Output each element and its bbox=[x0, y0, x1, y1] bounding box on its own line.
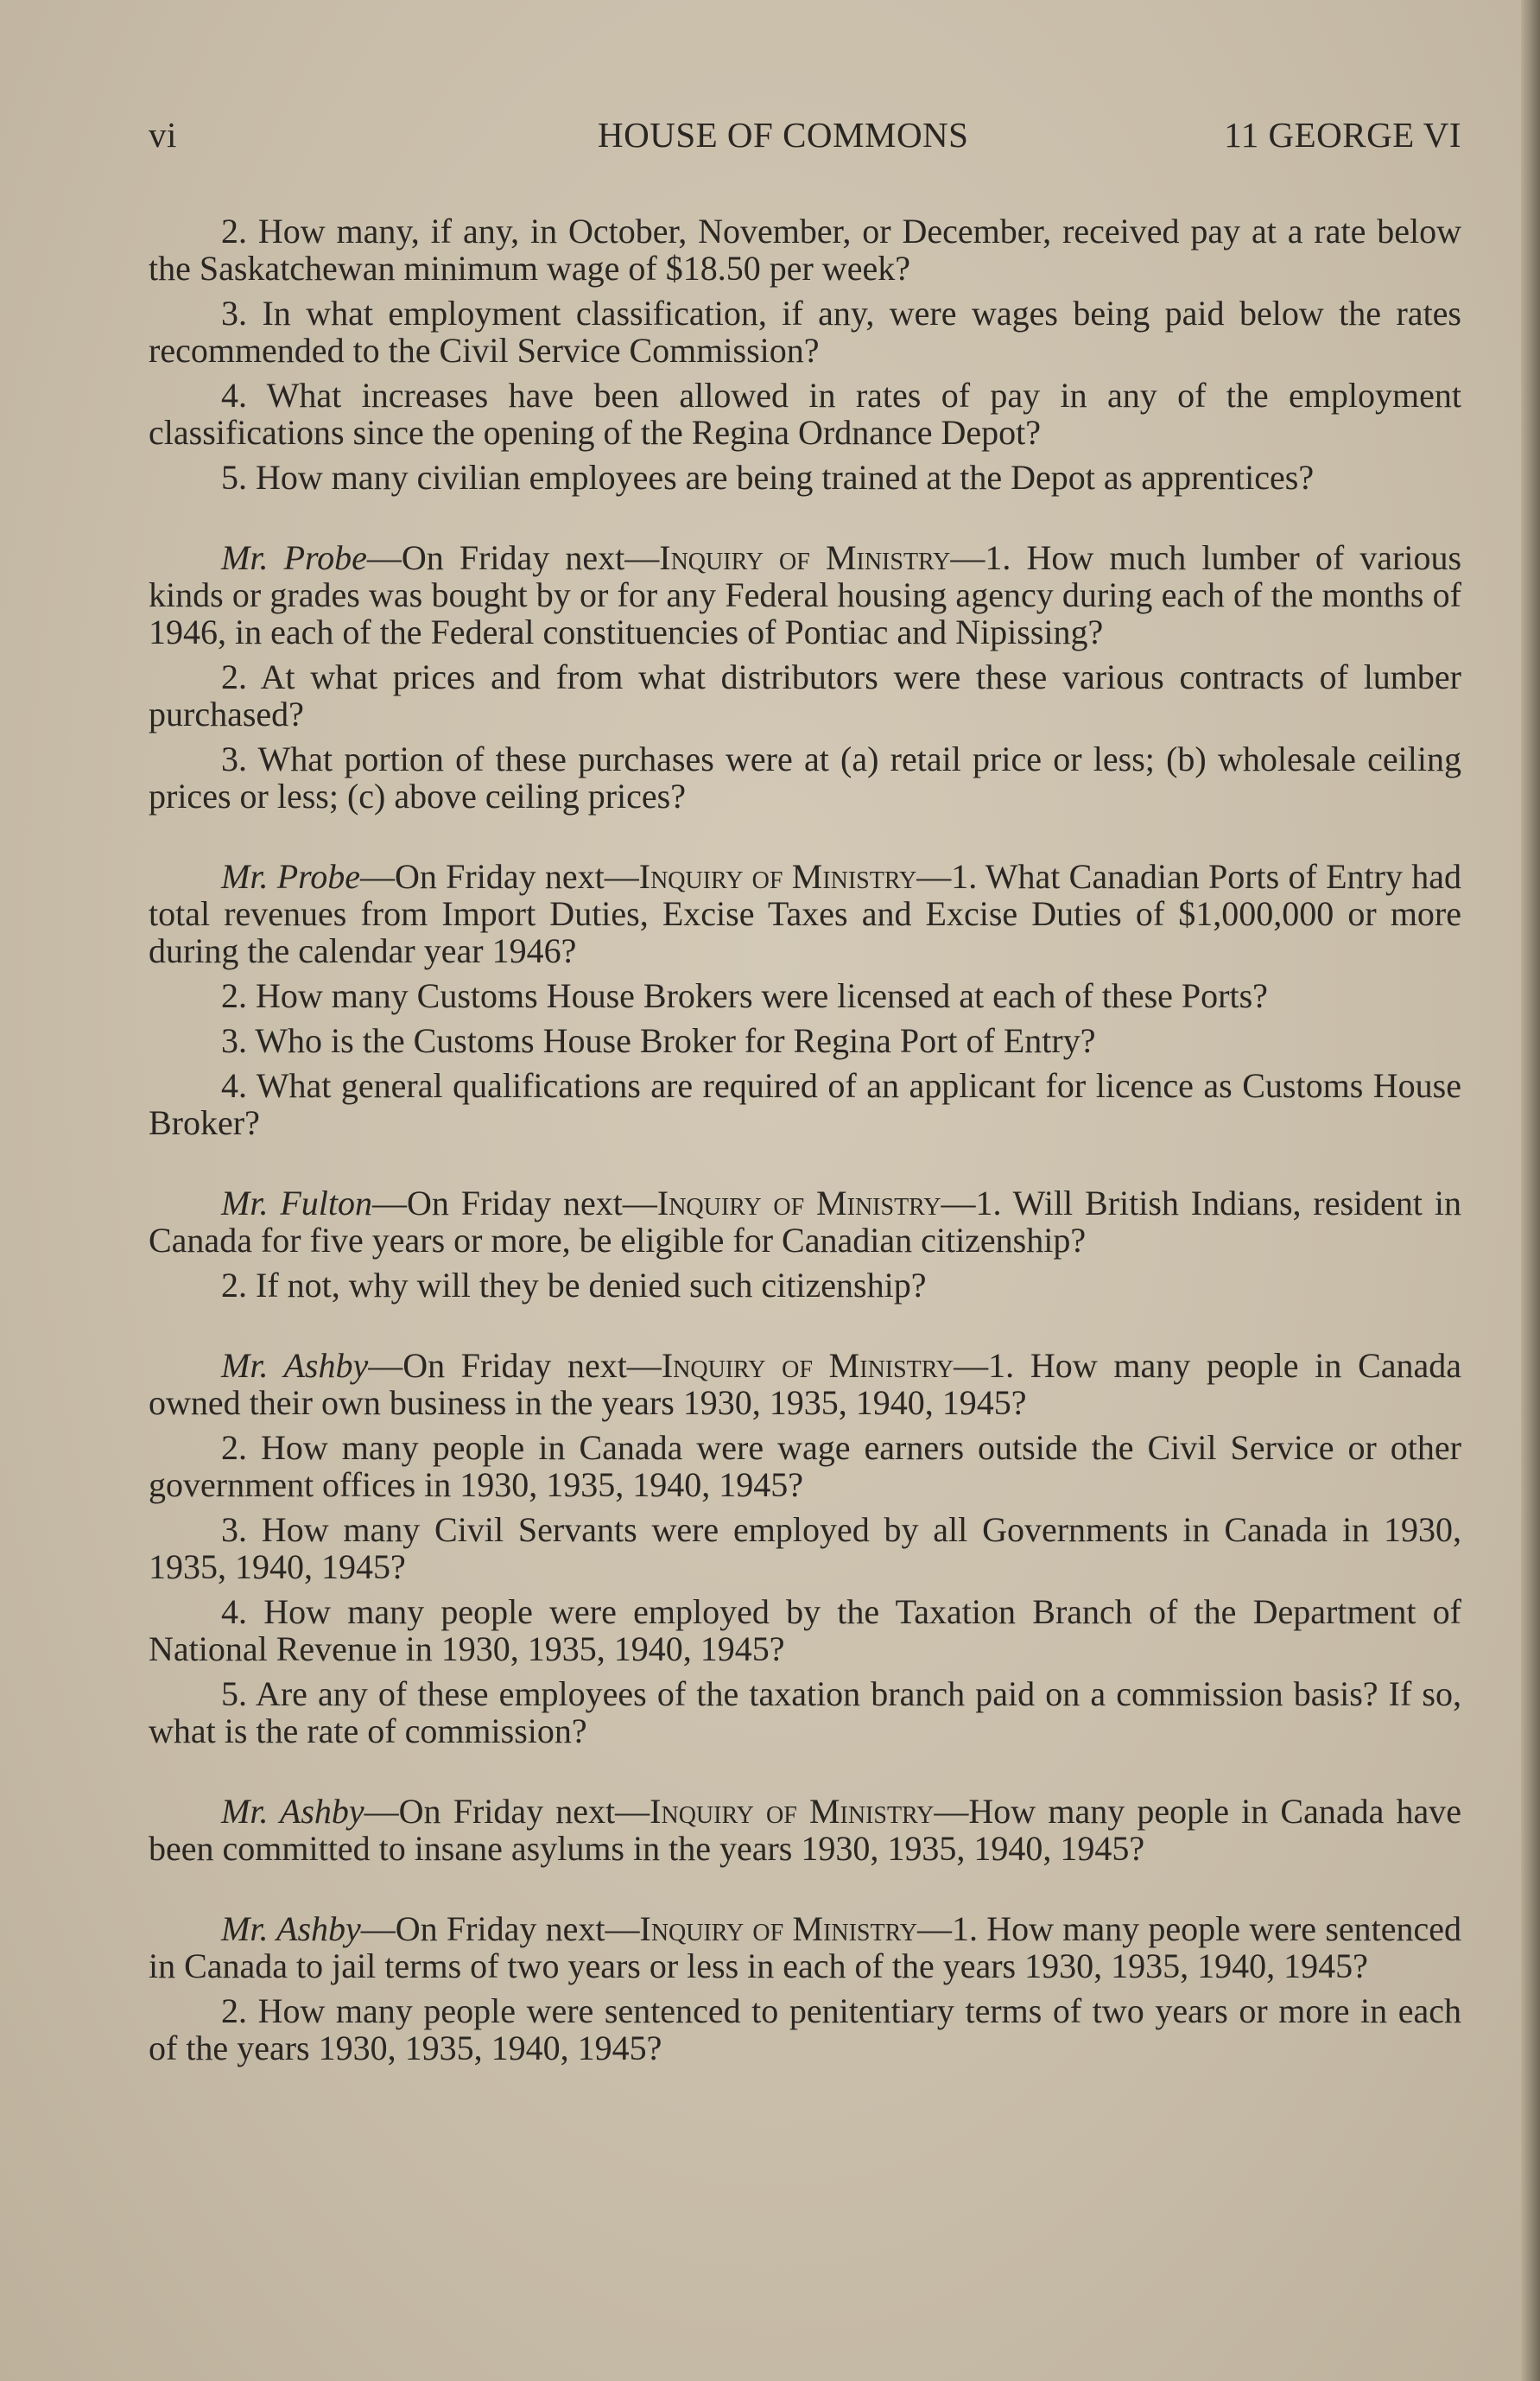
question-timing: —On Friday next— bbox=[360, 857, 639, 896]
inquiry-label: Inquiry of Ministry bbox=[639, 1909, 917, 1948]
header-title: HOUSE OF COMMONS bbox=[598, 115, 969, 155]
member-name: Mr. Ashby bbox=[221, 1346, 369, 1385]
question-text: —1. How many people were sentenced in Canada to jail terms of two years or less in each of the years 1930, 1935, 1940, 1945? bbox=[149, 1909, 1462, 1985]
inquiry-label: Inquiry of Ministry bbox=[656, 1184, 941, 1222]
question-item: 4. How many people were employed by the Taxation Branch of the Department of National Revenue in 1930, 1935, 1940, 1945? bbox=[149, 1592, 1461, 1668]
member-name: Mr. Probe bbox=[221, 857, 360, 896]
question-item: 3. What portion of these purchases were at (a) retail price or less; (b) wholesale ceiling prices or less; (c) above ceiling prices? bbox=[149, 740, 1461, 816]
page-body bbox=[149, 213, 1461, 2110]
question-timing: —On Friday next— bbox=[371, 1184, 657, 1222]
question-item: 2. How many, if any, in October, November, or December, received pay at a rate below the Saskatchewan minimum wage of $18.50 per week? bbox=[149, 212, 1461, 288]
question-lead bbox=[149, 539, 1461, 651]
question-timing: —On Friday next— bbox=[368, 1346, 662, 1385]
question-item: 4. What general qualifications are required of an applicant for licence as Customs House Broker? bbox=[149, 1066, 1461, 1142]
question-item: 2. How many people in Canada were wage earners outside the Civil Service or other government offices in 1930, 1935, 1940, 1945? bbox=[149, 1428, 1461, 1504]
question-lead bbox=[149, 1793, 1461, 1867]
question-lead bbox=[149, 1184, 1461, 1259]
question-text: —1. What Canadian Ports of Entry had total revenues from Import Duties, Excise Taxes and Excise Duties of $1,000,000 or more during the calendar year 1946? bbox=[149, 857, 1462, 970]
question-item: 5. How many civilian employees are being trained at the Depot as apprentices? bbox=[221, 458, 1315, 497]
question-item: 5. Are any of these employees of the taxation branch paid on a commission basis? If so, what is the rate of commission? bbox=[149, 1674, 1461, 1750]
question-item: 3. In what employment classification, if any, were wages being paid below the rates recommended to the Civil Service Commission? bbox=[149, 294, 1461, 370]
question-ashby-sentences bbox=[149, 1910, 1461, 2067]
inquiry-label: Inquiry of Ministry bbox=[659, 538, 951, 577]
question-probe-lumber bbox=[149, 539, 1461, 815]
question-timing: —On Friday next— bbox=[366, 538, 660, 577]
member-name: Mr. Ashby bbox=[221, 1792, 364, 1831]
question-item: 4. What increases have been allowed in rates of pay in any of the employment classifications since the opening of the Regina Ordnance Depot? bbox=[149, 376, 1461, 452]
member-name: Mr. Ashby bbox=[221, 1909, 361, 1948]
member-name: Mr. Probe bbox=[221, 538, 367, 577]
question-item: 3. Who is the Customs House Broker for Regina Port of Entry? bbox=[221, 1021, 1096, 1060]
question-fulton-citizenship bbox=[149, 1184, 1461, 1304]
question-ashby-asylums bbox=[149, 1793, 1461, 1867]
question-text: —1. How much lumber of various kinds or grades was bought by or for any Federal housing agency during each of the months of 1946, in each of the Federal constituencies of Pontiac and Nipissing? bbox=[149, 538, 1462, 651]
inquiry-label: Inquiry of Ministry bbox=[638, 857, 917, 896]
question-probe-ports bbox=[149, 858, 1461, 1141]
question-text: —How many people in Canada have been committed to insane asylums in the years 1930, 1935, 1940, 1945? bbox=[149, 1792, 1462, 1868]
question-text: —1. How many people in Canada owned their own business in the years 1930, 1935, 1940, 1945? bbox=[149, 1346, 1462, 1422]
question-ashby-business bbox=[149, 1347, 1461, 1749]
question-item: 2. How many Customs House Brokers were licensed at each of these Ports? bbox=[221, 976, 1268, 1015]
page-edge bbox=[1521, 0, 1540, 2381]
page-number: vi bbox=[149, 115, 177, 155]
question-lead bbox=[149, 1910, 1461, 1984]
question-timing: —On Friday next— bbox=[364, 1792, 650, 1831]
question-item: 2. If not, why will they be denied such citizenship? bbox=[221, 1266, 927, 1305]
question-timing: —On Friday next— bbox=[360, 1909, 640, 1948]
running-header bbox=[149, 114, 1461, 166]
question-text: —1. Will British Indians, resident in Canada for five years or more, be eligible for Canadian citizenship? bbox=[149, 1184, 1461, 1260]
inquiry-label: Inquiry of Ministry bbox=[661, 1346, 954, 1385]
continued-question bbox=[149, 213, 1461, 496]
member-name: Mr. Fulton bbox=[221, 1184, 372, 1222]
question-item: 3. How many Civil Servants were employed by all Governments in Canada in 1930, 1935, 1940, 1945? bbox=[149, 1510, 1461, 1586]
header-session: 11 GEORGE VI bbox=[1224, 115, 1461, 155]
inquiry-label: Inquiry of Ministry bbox=[650, 1792, 935, 1831]
question-item: 2. How many people were sentenced to penitentiary terms of two years or more in each of the years 1930, 1935, 1940, 1945? bbox=[149, 1991, 1461, 2067]
question-lead bbox=[149, 858, 1461, 969]
question-item: 2. At what prices and from what distributors were these various contracts of lumber purchased? bbox=[149, 657, 1461, 733]
question-lead bbox=[149, 1347, 1461, 1421]
